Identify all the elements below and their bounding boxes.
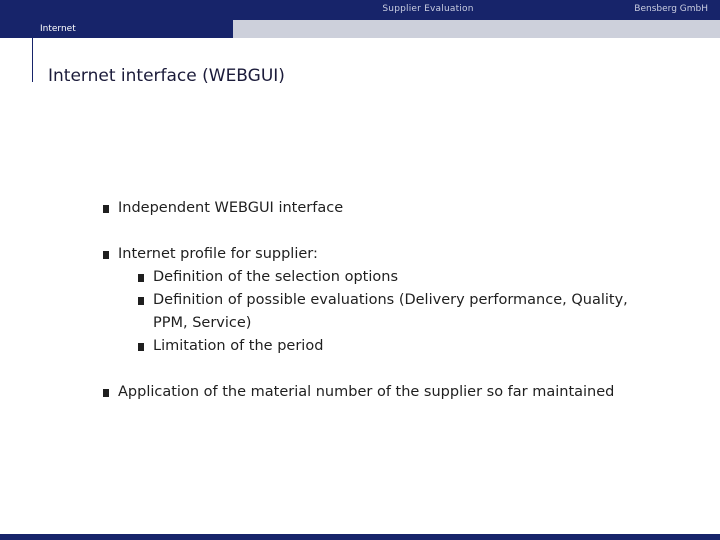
bullet-square-icon	[103, 251, 109, 259]
sub-bullet-text: Definition of possible evaluations (Delivery performance, Quality,	[153, 292, 628, 308]
bullet-item	[103, 197, 343, 220]
sub-bullet-text: Limitation of the period	[153, 338, 324, 354]
sub-bullet-item	[138, 266, 398, 289]
bullet-square-icon	[103, 205, 109, 213]
bullet-text: Internet profile for supplier:	[118, 246, 318, 262]
header-bar	[0, 0, 720, 20]
footer-bar	[0, 534, 720, 540]
bullet-text: Application of the material number of the supplier so far maintained	[118, 384, 615, 400]
bullet-item	[103, 381, 614, 404]
sub-bullet-item	[138, 335, 323, 358]
bullet-square-icon	[138, 343, 144, 351]
presentation-title: Supplier Evaluation	[382, 4, 474, 14]
bullet-square-icon	[103, 389, 109, 397]
bullet-square-icon	[138, 274, 144, 282]
accent-divider	[32, 38, 33, 82]
slide-title: Internet interface (WEBGUI)	[48, 66, 285, 86]
section-tab-label: Internet	[40, 24, 76, 34]
section-tab	[0, 20, 233, 38]
bullet-square-icon	[138, 297, 144, 305]
company-name: Bensberg GmbH	[634, 4, 708, 14]
bullet-item	[103, 243, 318, 266]
section-bar	[0, 20, 720, 38]
sub-bullet-text: Definition of the selection options	[153, 269, 398, 285]
sub-bullet-text-continued: PPM, Service)	[153, 315, 252, 331]
sub-bullet-item	[138, 289, 628, 335]
bullet-text: Independent WEBGUI interface	[118, 200, 344, 216]
